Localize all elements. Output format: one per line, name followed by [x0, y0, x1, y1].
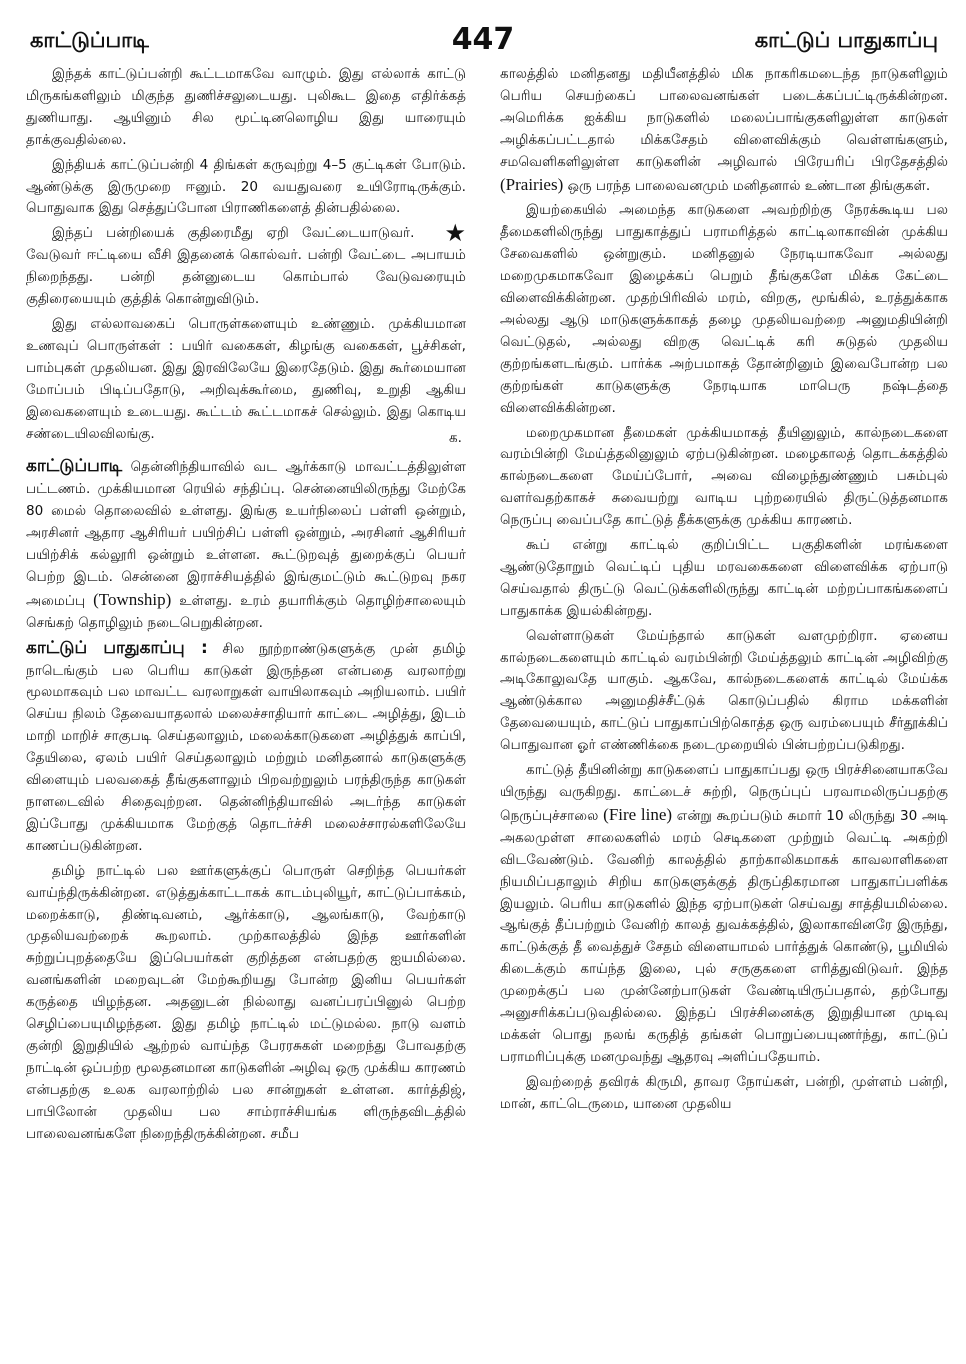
- header-left-title: காட்டுப்பாடி: [30, 28, 149, 52]
- paragraph: [500, 64, 948, 197]
- latin-term: (Prairies): [500, 174, 564, 194]
- page-header: [24, 22, 942, 58]
- paragraph: இந்தக் காட்டுப்பன்றி கூட்டமாகவே வாழும். இது எல்லாக் காட்டு மிருகங்களிலும் மிகுந்த துணிச்சலுடையது. புலிகூட இதை எதிர்க்கத் துணியாது. ஆயினும் சில மூட்டினலொழிய இது யாரையும் தாக்குவதில்லை.: [26, 66, 466, 148]
- entry-forest-protection: [26, 638, 466, 858]
- paragraph: இவற்றைத் தவிரக் கிருமி, தாவர நோய்கள், பன்றி, முள்ளம் பன்றி, மான், காட்டெருமை, யானை முதலிய: [500, 1073, 948, 1112]
- left-column: [26, 64, 466, 1354]
- paragraph: தமிழ் நாட்டில் பல ஊர்களுக்குப் பொருள் செறிந்த பெயர்கள் வாய்ந்திருக்கின்றன. எடுத்துக்காட்டாகக் காடம்புலியூர், காட்டுப்பாக்கம், மறைக்காடு, திண்டிவனம், ஆர்க்காடு, ஆலங்காடு, வேற்காடு முதலியவற்றைக் கூறலாம். முற்காலத்தில் இந்த ஊர்களின் சுற்றுப்புறத்தையே இப்பெயர்கள் குறித்தன என்பதற்கு ஐயமில்லை. வனங்களின் மறைவுடன் மேற்கூறியது போன்ற இனிய பெயர்கள் கருத்தை யிழந்தன. அதனுடன் நில்லாது வனப்பரப்பினுல் பெற்ற செழிப்பையுமிழந்தன. இது தமிழ் நாட்டில் மட்டுமல்ல. நாடு வளம் குன்றி இறுதியில் ஆற்றல் வாய்ந்த பேரரசுகள் மறைந்து போவதற்கு நாட்டின் ஒப்பற்ற மூலதனமான காடுகளின் அழிவு ஒரு முக்கிய காரணம் என்பதற்கு உலக வரலாற்றில் பல சான்றுகள் உள்ளன. கார்த்திஜ், பாபிலோன் முதலிய பல சாம்ராச்சியங்க ளிருந்தவிடத்தில் பாலைவனங்களே நிறைந்திருக்கின்றன. சமீப: [26, 862, 466, 1142]
- paragraph: இயற்கையில் அமைந்த காடுகளை அவற்றிற்கு நேரக்கூடிய பல தீமைகளிலிருந்து பாதுகாத்துப் பராமரித்தல் காட்டிலாகாவின் முக்கிய சேவைகளில் ஒன்றுகும். மனிதனுல் நேரடியாகவோ அல்லது மறைமுகமாகவோ இழைக்கப் பெறும் தீங்குகளே மிக்க கேட்டை விளைவிக்கின்றன. முதற்பிரிவில் மரம், விறகு, மூங்கில், உரத்துக்காக அல்லது ஆடு மாடுகளுக்காகத் தழை முதலியவற்றை அனுமதியின்றி வெட்டுதல், அல்லது விறகு வெட்டிக் கரி சுடுதல் முதலிய குற்றங்களடங்கும். பார்க்க அற்பமாகத் தோன்றினும் இவைபோன்ற பல குற்றங்கள் காடுகளுக்கு நேரடியாக மாபெரு நஷ்டத்தை விளைவிக்கின்றன.: [500, 202, 948, 416]
- entry-kattupadi: [26, 456, 466, 634]
- author-signature: க.: [448, 430, 462, 447]
- paragraph-text: இந்தப் பன்றியைக் குதிரைமீது ஏறி வேட்டையாடுவர். வேடுவர் ஈட்டியை வீசி இதனைக் கொல்வர். பன்றி வேட்டை அபாயம் நிறைந்தது. பன்றி தன்னுடைய கொம்பால் வேடுவரையும் குதிரையையும் குத்திக் கொன்றுவிடும்.: [26, 225, 466, 308]
- entry-text: தென்னிந்தியாவில் வட ஆர்க்காடு மாவட்டத்திலுள்ள பட்டணம். முக்கியமான ரெயில் சந்திப்பு. சென்னையிலிருந்து மேற்கே 80 மைல் தொலைவில் உள்ளது. இங்கு உயர்நிலைப் பள்ளி ஒன்றும், அரசினர் ஆதார ஆசிரியர் பயிற்சிப் பள்ளி ஒன்றும், அரசினர் ஆசிரியர் பயிற்சிக் கல்லூரி ஒன்றும் உள்ளன. கூட்டுறவுத் துறைக்குப் பெயர் பெற்ற இடம். சென்னை இராச்சியத்தில் இங்குமட்டும் கூட்டுறவு நகர அமைப்பு: [26, 459, 466, 609]
- paragraph: இது எல்லாவகைப் பொருள்களையும் உண்ணும். முக்கியமான உணவுப் பொருள்கள் : பயிர் வகைகள், கிழங்கு வகைகள், பூச்சிகள், பாம்புகள் முதலியன. இது இரவிலேயே இரைதேடும். இது கூர்மையான மோப்பம் பிடிப்பதோடு, அறிவுக்கூர்மை, துணிவு, உறுதி ஆகிய இவைகளையும் உடையது. கூட்டம் கூட்டமாகச் செல்லும். இது கொடிய சண்டையிலவிலங்கு.: [26, 315, 466, 442]
- paragraph: இந்தியக் காட்டுப்பன்றி 4 திங்கள் கருவுற்று 4–5 குட்டிகள் போடும். ஆண்டுக்கு இருமுறை ஈனும். 20 வயதுவரை உயிரோடிருக்கும். பொதுவாக இது செத்துப்போன பிராணிகளைத் தின்பதில்லை.: [26, 156, 466, 217]
- paragraph-text: என்று கூறப்படும் சுமார் 10 லிருந்து 30 அடி அகலமுள்ள சாலைகளில் மரம் செடிகளை முற்றும் வெட்டி அகற்றி விடவேண்டும். வேனிற் காலத்தில் தாற்காலிகமாகக் காவலாளிகளை நியமிப்பதாலும் சிறிய காடுகளுக்குத் திருப்திகரமான பாதுகாப்பளிக்க இயலும். பெரிய காடுகளில் இந்த ஏற்பாடுகள் செய்வது சாத்தியமில்லை. ஆங்குத் தீப்பற்றும் வேனிற் காலத் துவக்கத்தில், இலாகாவினரே இருந்து, காட்டுக்குத் தீ வைத்துச் சேதம் விளையாமல் பார்த்துக் கொண்டு, பூமியில் கிடைக்கும் காய்ந்த இலை, புல் சருகுகளை எரித்துவிடுவர். இந்த முறைக்குப் பல முன்னேற்பாடுகள் வேண்டியிருப்பதால், தற்போது அனுசரிக்கப்படுவதில்லை. இந்தப் பிரச்சினைக்கு இறுதியான முடிவு மக்கள் பொது நலங் கருதித் தங்கள் பொறுப்பையுணர்ந்து, காட்டுப் பராமரிப்புக்கு மனமுவந்து ஆதரவு அளிப்பதேயாம்.: [500, 807, 948, 1065]
- latin-term: (Fire line): [603, 804, 673, 824]
- entry-text: சில நூற்றாண்டுகளுக்கு முன் தமிழ் நாடெங்கும் பல பெரிய காடுகள் இருந்தன என்பதை வரலாற்று மூலமாகவும் பல மாவட்ட வரலாறுகள் வாயிலாகவும் அறியலாம். பயிர் செய்ய நிலம் தேவையாதலால் மலைச்சாதியார் காட்டை அழித்து, இடம் மாறி மாறிச் சாகுபடி செய்தலாலும், மலைக்காடுகளை அழித்துக் காப்பி, தேயிலை, ஏலம் பயிர் செய்தலாலும் மற்றும் மனிதனால் காடுகளுக்கு விளையும் பலவகைத் தீங்குகளாலும் பிறவற்றுலும் பரந்திருந்த காடுகள் நாளடைவில் சிதைவுற்றன. தென்னிந்தியாவில் அடர்ந்த காடுகள் இப்போது முக்கியமாக மேற்குத் தொடர்ச்சி மலைச்சாரல்களிலேயே காணப்படுகின்றன.: [26, 640, 466, 854]
- entry-title: காட்டுப் பாதுகாப்பு :: [26, 637, 208, 658]
- paragraph: மறைமுகமான தீமைகள் முக்கியமாகத் தீயினுலும், கால்நடைகளை வரம்பின்றி மேய்த்தலினுலும் ஏற்படுகின்றன. மழைகாலத் தொடக்கத்தில் கால்நடைகளை மேய்ப்போர், அவை விழைந்துண்ணும் பசும்புல் வளர்வதற்காகச் சுவையற்று வாடிய புற்றரையில் திருட்டுத்தனமாக நெருப்பு வைப்பதே காட்டுத் தீக்களுக்கு முக்கிய காரணம்.: [500, 424, 948, 529]
- paragraph: [500, 760, 948, 1069]
- latin-term: (Township): [93, 589, 172, 609]
- paragraph-text: ஒரு பரந்த பாலைவனமும் மனிதனால் உண்டான திங்குகள்.: [567, 177, 931, 194]
- entry-title: காட்டுப்பாடி: [26, 456, 123, 477]
- page-number: 447: [451, 22, 515, 57]
- paragraph: [26, 219, 466, 311]
- paragraph: கூப் என்று காட்டில் குறிப்பிட்ட பகுதிகளின் மரங்களை ஆண்டுதோறும் வெட்டிப் புதிய மரவகைகளை விளைவிக்க ஏற்பாடு செய்வதால் திருட்டு வெட்டுக்களிலிருந்து காட்டின் மற்றப்பாகங்களைப் பாதுகாக்க இயல்கின்றது.: [500, 537, 948, 619]
- paragraph-text: காலத்தில் மனிதனது மதியீனத்தில் மிக நாகரிகமடைந்த நாடுகளிலும் பெரிய செயற்கைப் பாலைவனங்கள் படைக்கப்பட்டிருக்கின்றன. அமெரிக்க ஐக்கிய நாடுகளில் மலைப்பாங்குகளிலுள்ள காடுகள் அழிக்கப்பட்டதால் மிக்கசேதம் விளைவிக்கும் வெள்ளங்களும், சமவெளிகளிலுள்ள காடுகளின் அழிவால் பிரேயரிப் பிரதேசத்தில்: [500, 66, 948, 170]
- right-column: [500, 64, 948, 1354]
- star-icon: ★: [444, 219, 466, 248]
- paragraph: வெள்ளாடுகள் மேய்ந்தால் காடுகள் வளமுற்றிரா. ஏனைய கால்நடைகளையும் காட்டில் வரம்பின்றி மேய்த்தலும் காட்டின் அழிவிற்கு அடிகோலுவதே யாகும். ஆகவே, கால்நடைகளைக் காட்டில் மேய்க்க ஆண்டுக்கால அனுமதிச்சீட்டுக் கொடுப்பதில் கிராம மக்களின் தேவையையும், காட்டுப் பாதுகாப்பிற்கொத்த ஒரு வரம்பையும் சீர்தூக்கிப் பொதுவான ஓர் எண்ணிக்கை நடைமுறையில் பின்பற்றப்படுகிறது.: [500, 627, 948, 754]
- paragraph-text: காட்டுத் தீயினின்று காடுகளைப் பாதுகாப்பது ஒரு பிரச்சினையாகவே யிருந்து வருகிறது. காட்டைச் சுற்றி, நெருப்புப் பரவாமலிருப்பதற்கு நெருப்புச்சாலை: [500, 762, 948, 824]
- entry-text: உள்ளது. உரம் தயாரிக்கும் தொழிற்சாலையும் செங்கற் தொழிலும் நடைபெறுகின்றன.: [26, 592, 466, 631]
- header-right-title: காட்டுப் பாதுகாப்பு: [754, 28, 938, 52]
